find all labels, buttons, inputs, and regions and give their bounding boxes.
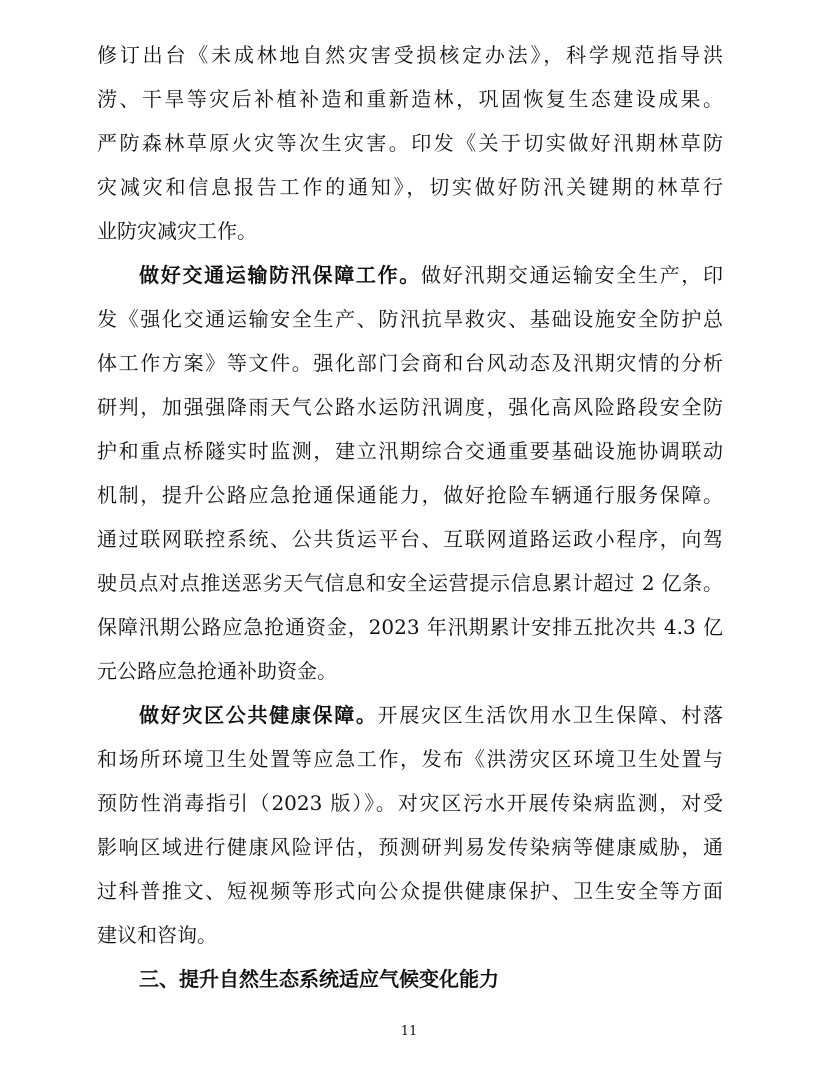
line-text: 元公路应急抢通补助资金。: [97, 659, 337, 683]
line-text: 修订出台《未成林地自然灾害受损核定办法》，科学规范指导洪: [97, 43, 723, 67]
paragraph-line: [0, 169, 818, 205]
line-text: 建议和咨询。: [97, 923, 217, 947]
line-text: 和场所环境卫生处置等应急工作，发布《洪涝灾区环境卫生处置与: [97, 747, 723, 771]
line-text: 体工作方案》等文件。强化部门会商和台风动态及汛期灾情的分析: [97, 351, 723, 375]
paragraph-line: [0, 609, 818, 645]
line-text: 影响区域进行健康风险评估，预测研判易发传染病等健康威胁，通: [97, 835, 723, 859]
paragraph-line: [0, 521, 818, 557]
paragraph-line: [0, 125, 818, 161]
line-text: 通过联网联控系统、公共货运平台、互联网道路运政小程序，向驾: [97, 527, 723, 551]
paragraph-lead-bold: 做好交通运输防汛保障工作。: [139, 263, 421, 287]
paragraph-line: [0, 37, 818, 73]
paragraph-lead-rest: 开展灾区生活饮用水卫生保障、村落: [377, 703, 723, 727]
paragraph-line: [0, 873, 818, 909]
line-text: 严防森林草原火灾等次生灾害。印发《关于切实做好汛期林草防: [97, 131, 723, 155]
line-text: 涝、干旱等灾后补植补造和重新造林，巩固恢复生态建设成果。: [97, 87, 723, 111]
paragraph-line: [0, 213, 818, 249]
line-text: 过科普推文、短视频等形式向公众提供健康保护、卫生安全等方面: [97, 879, 723, 903]
line-text: [139, 697, 723, 733]
line-text: 预防性消毒指引（2023 版）》。对灾区污水开展传染病监测，对受: [97, 791, 723, 815]
paragraph-lead-line: [0, 257, 818, 293]
line-text: 护和重点桥隧实时监测，建立汛期综合交通重要基础设施协调联动: [97, 439, 723, 463]
line-text: 机制，提升公路应急抢通保通能力，做好抢险车辆通行服务保障。: [97, 483, 723, 507]
line-text: 发《强化交通运输安全生产、防汛抗旱救灾、基础设施安全防护总: [97, 307, 723, 331]
paragraph-line: [0, 917, 818, 953]
line-text: 业防灾减灾工作。: [97, 219, 257, 243]
paragraph-line: [0, 301, 818, 337]
paragraph-line: [0, 565, 818, 601]
paragraph-lead-line: [0, 697, 818, 733]
line-text: 驶员点对点推送恶劣天气信息和安全运营提示信息累计超过 2 亿条。: [97, 571, 723, 595]
section-heading: 三、提升自然生态系统适应气候变化能力: [139, 967, 499, 991]
paragraph-line: [0, 653, 818, 689]
paragraph-line: [0, 433, 818, 469]
line-text: 保障汛期公路应急抢通资金，2023 年汛期累计安排五批次共 4.3 亿: [97, 615, 723, 639]
paragraph-line: [0, 477, 818, 513]
paragraph-line: [0, 345, 818, 381]
paragraph-lead-bold: 做好灾区公共健康保障。: [139, 703, 378, 727]
paragraph-line: [0, 829, 818, 865]
paragraph-line: [0, 741, 818, 777]
section-heading-line: [0, 961, 818, 997]
paragraph-lead-rest: 做好汛期交通运输安全生产，印: [421, 263, 723, 287]
line-text: 研判，加强强降雨天气公路水运防汛调度，强化高风险路段安全防: [97, 395, 723, 419]
line-text: [139, 257, 723, 293]
line-text: 灾减灾和信息报告工作的通知》，切实做好防汛关键期的林草行: [97, 175, 723, 199]
paragraph-line: [0, 389, 818, 425]
page-number: 11: [400, 1024, 418, 1039]
paragraph-line: [0, 785, 818, 821]
paragraph-line: [0, 81, 818, 117]
